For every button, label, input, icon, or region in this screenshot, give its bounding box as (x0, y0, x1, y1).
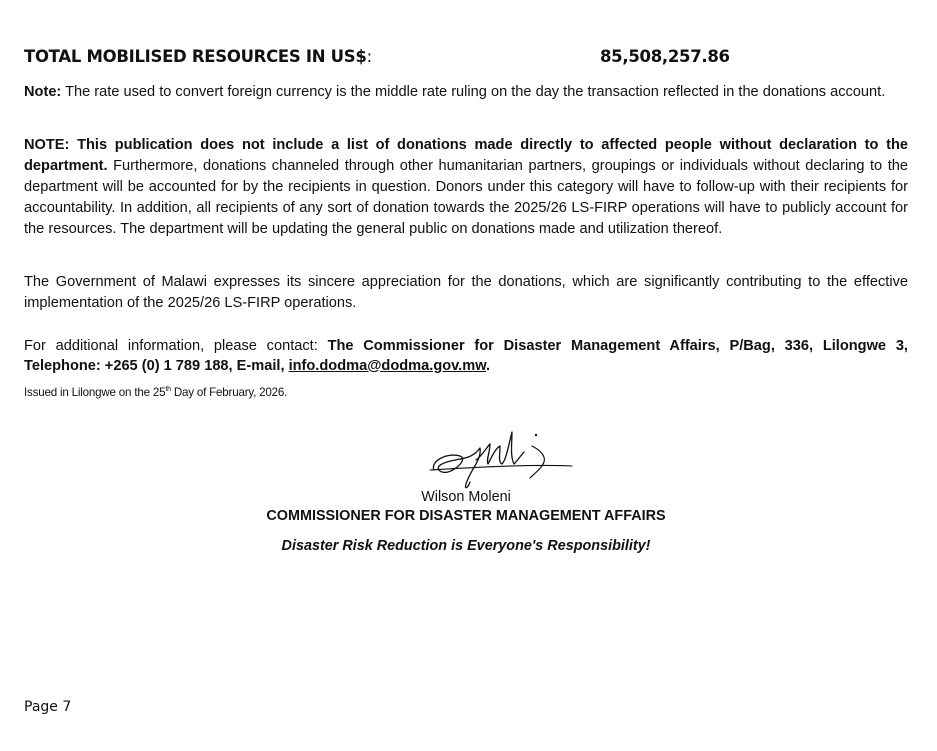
total-colon: : (366, 47, 372, 66)
disclaimer-text: Furthermore, donations channeled through other humanitarian partners, groupings or individuals without declaring to the department will be accounted for by the recipients in question. Donors under this category will have to follow-up with their recipients for accountability. In addition, all recipients of any sort of donation towards the 2025/26 LS-FIRP operations will have to publicly account for the resources. The department will be updating the general public on donations made and utilization thereof. (24, 158, 908, 237)
appreciation-paragraph (24, 272, 908, 314)
issued-rest: Day of February, 2026. (170, 386, 288, 399)
issued-statement (24, 386, 287, 399)
signature-image (426, 426, 576, 492)
total-value: 85,508,257.86 (600, 47, 730, 66)
note-label: Note: (24, 84, 62, 100)
document-page (24, 0, 908, 751)
total-label: TOTAL MOBILISED RESOURCES IN US$ (24, 47, 367, 66)
contact-intro: For additional information, please contact: (24, 338, 328, 354)
page-number: Page 7 (24, 699, 72, 715)
signer-title: COMMISSIONER FOR DISASTER MANAGEMENT AFFAIRS (266, 508, 666, 524)
publication-disclaimer (24, 135, 908, 240)
contact-email-link[interactable]: info.dodma@dodma.gov.mw (288, 357, 487, 374)
currency-note (24, 82, 908, 103)
disclaimer-bold-text: NOTE: This publication does not include a list of donations made directly to affected people without declaration to the department. (24, 137, 908, 174)
department-motto: Disaster Risk Reduction is Everyone's Responsibility! (281, 538, 651, 554)
total-label-group (24, 47, 372, 66)
issued-prefix: Issued in Lilongwe on the 25 (24, 386, 166, 399)
total-mobilised-resources (24, 47, 908, 73)
contact-end: . (486, 357, 491, 374)
signer-name: Wilson Moleni (421, 489, 511, 505)
note-text: The rate used to convert foreign currency is the middle rate ruling on the day the transaction reflected in the donations account. (61, 84, 886, 100)
contact-details: The Commissioner for Disaster Management Affairs, P/Bag, 336, Lilongwe 3, Telephone: +265 (0) 1 789 188, E-mail, (24, 338, 908, 374)
appreciation-text: The Government of Malawi expresses its sincere appreciation for the donations, which are significantly contributing to the effective implementation of the 2025/26 LS-FIRP operations. (24, 274, 908, 311)
contact-paragraph (24, 337, 908, 376)
issued-ordinal-suffix: th (165, 386, 171, 394)
